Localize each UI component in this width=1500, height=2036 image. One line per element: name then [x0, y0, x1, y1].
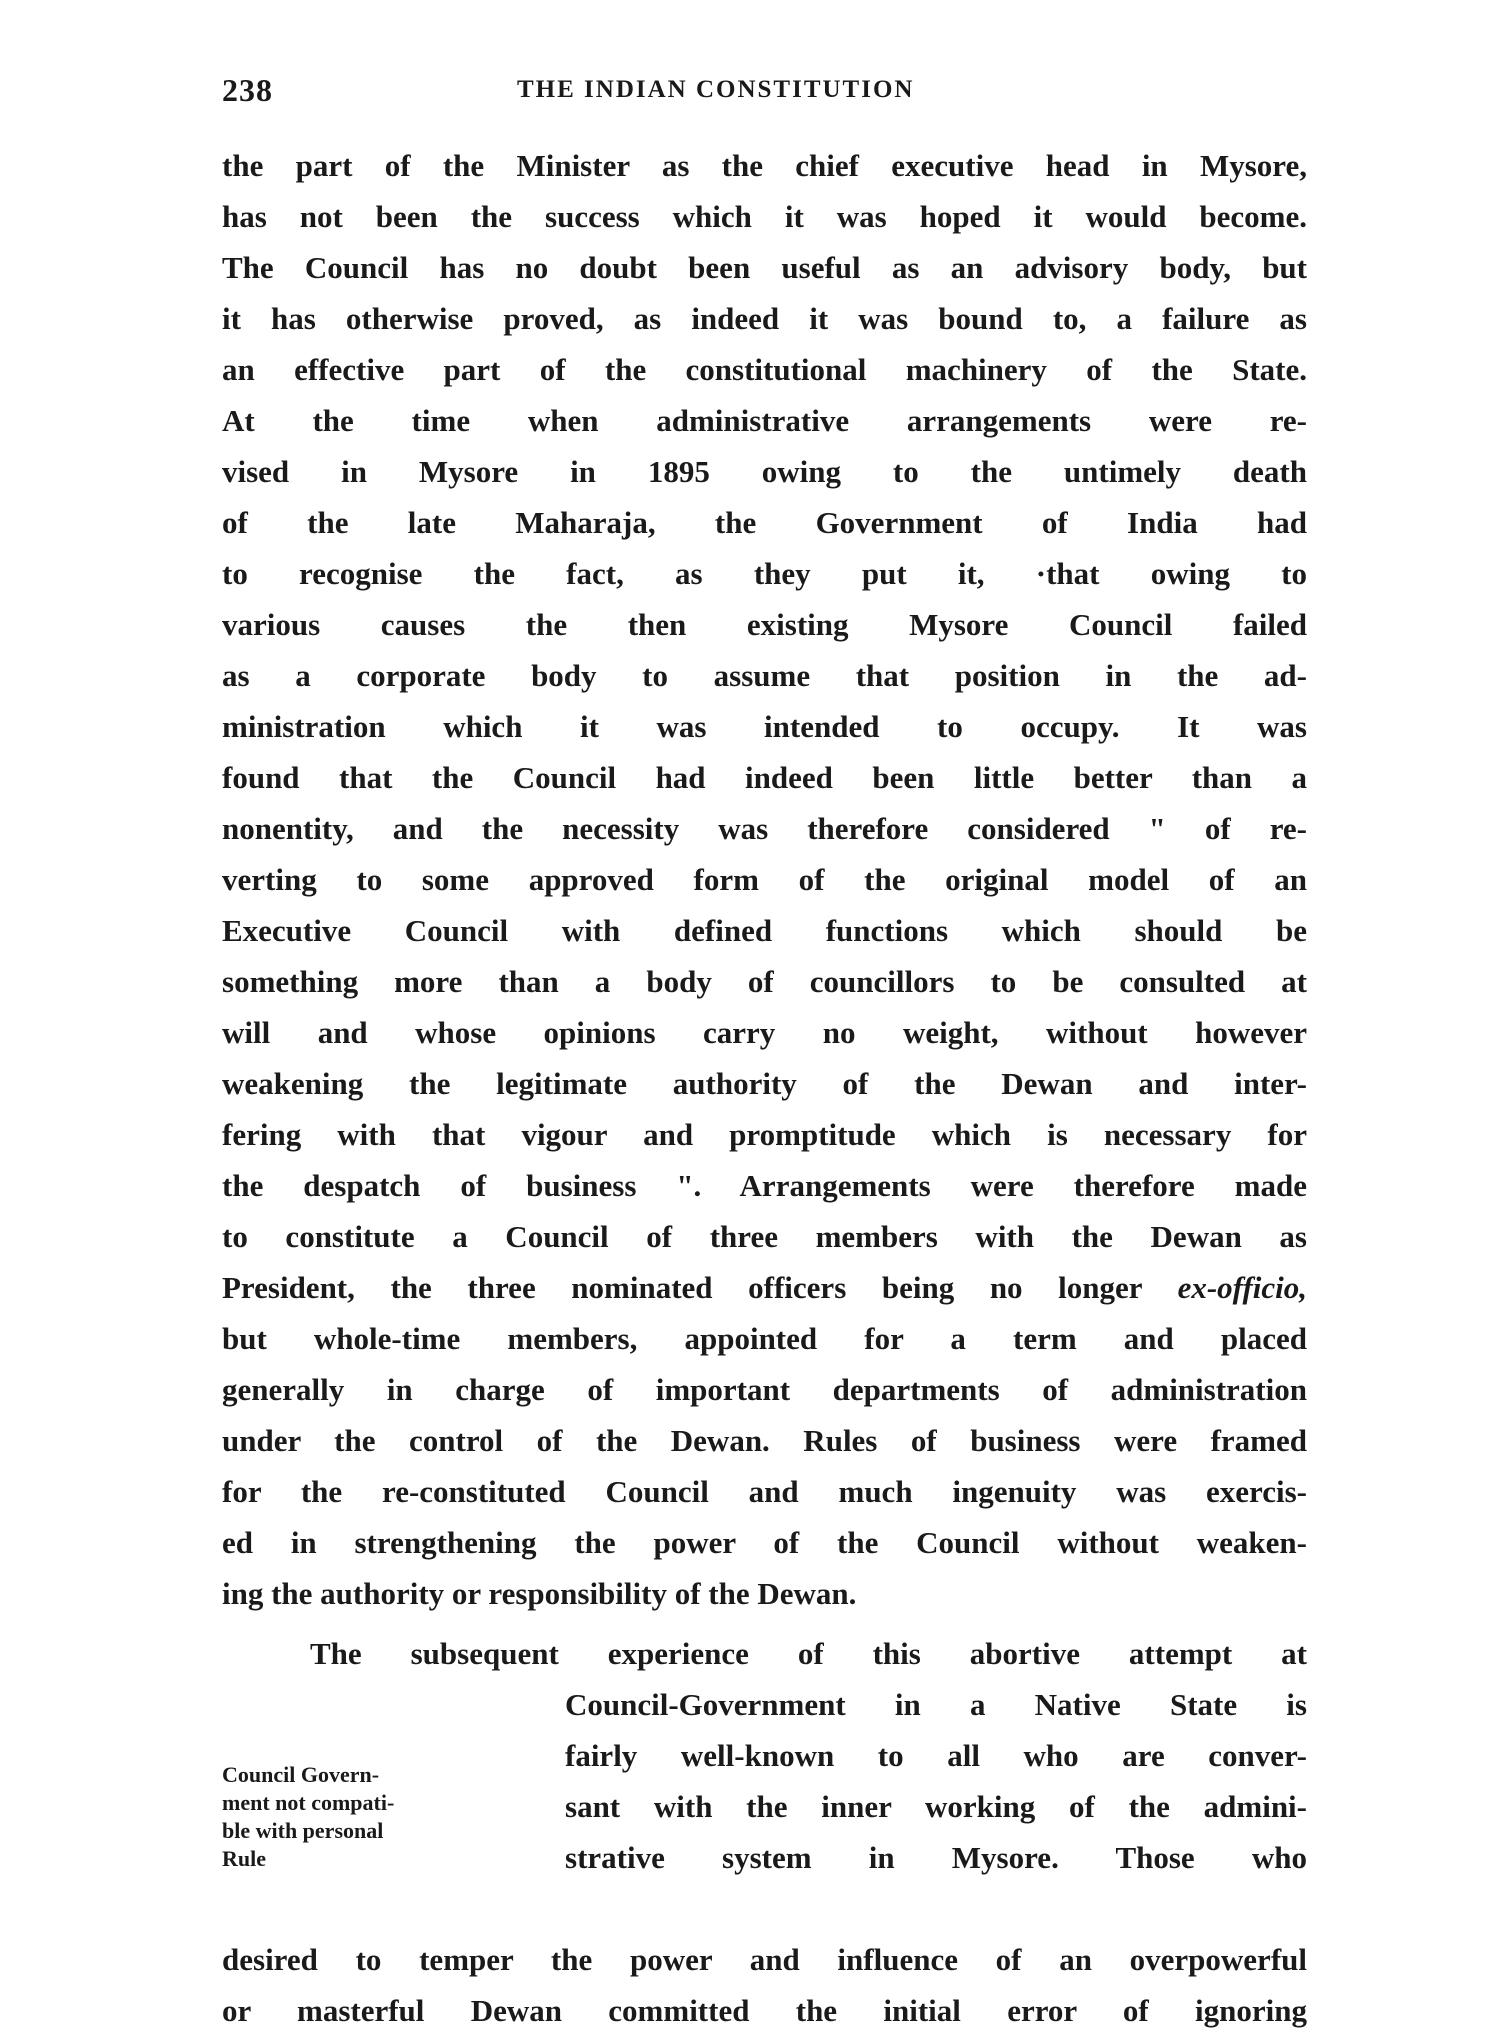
narrow-column-text — [565, 1679, 1307, 1883]
margin-note-line: ble with personal — [222, 1818, 384, 1843]
text-line: it has otherwise proved, as indeed it was bound to, a failure as — [222, 301, 1307, 336]
running-title: THE INDIAN CONSTITUTION — [517, 76, 915, 103]
text-line: for the re-constituted Council and much ingenuity was exercis- — [222, 1474, 1307, 1509]
text-line: sant with the inner working of the admini- — [565, 1789, 1307, 1824]
text-line-president — [222, 1262, 1307, 1313]
text-line: At the time when administrative arrangements were re- — [222, 403, 1307, 438]
text-line: fairly well-known to all who are conver- — [565, 1738, 1307, 1773]
paragraph-2 — [222, 1628, 1307, 2036]
text-line: ing the authority or responsibility of the Dewan. — [222, 1576, 857, 1611]
text-line: but whole-time members, appointed for a term and placed — [222, 1321, 1307, 1356]
page-header — [222, 72, 1307, 112]
margin-note — [222, 1761, 522, 1873]
text-run: President, the three nominated officers being no longer — [222, 1270, 1142, 1305]
margin-note-line: ment not compati- — [222, 1790, 395, 1815]
text-line: of the late Maharaja, the Government of India had — [222, 505, 1307, 540]
text-line: as a corporate body to assume that position in the ad- — [222, 658, 1307, 693]
text-line: has not been the success which it was hoped it would become. — [222, 199, 1307, 234]
text-line: will and whose opinions carry no weight, without however — [222, 1015, 1307, 1050]
text-line: to constitute a Council of three members with the Dewan as — [222, 1219, 1307, 1254]
text-line: the part of the Minister as the chief executive head in Mysore, — [222, 148, 1307, 183]
margin-note-line: Council Govern- — [222, 1762, 380, 1787]
text-line: fering with that vigour and promptitude which is necessary for — [222, 1117, 1307, 1152]
text-line: verting to some approved form of the original model of an — [222, 862, 1307, 897]
text-line: found that the Council had indeed been little better than a — [222, 760, 1307, 795]
text-line: desired to temper the power and influence of an overpowerful — [222, 1942, 1307, 1977]
text-line: ministration which it was intended to occupy. It was — [222, 709, 1307, 744]
text-line: various causes the then existing Mysore Council failed — [222, 607, 1307, 642]
text-line: ed in strengthening the power of the Council without weaken- — [222, 1525, 1307, 1560]
text-line: under the control of the Dewan. Rules of business were framed — [222, 1423, 1307, 1458]
text-line: generally in charge of important departments of administration — [222, 1372, 1307, 1407]
page-number: 238 — [222, 72, 273, 108]
margin-note-line: Rule — [222, 1846, 266, 1871]
text-line: or masterful Dewan committed the initial error of ignoring — [222, 1993, 1307, 2028]
text-line: to recognise the fact, as they put it, ·that owing to — [222, 556, 1307, 591]
paragraph-2-continued — [222, 1934, 1307, 2036]
text-line: an effective part of the constitutional machinery of the State. — [222, 352, 1307, 387]
italic-term: ex-officio, — [1177, 1270, 1307, 1305]
text-line: The Council has no doubt been useful as an advisory body, but — [222, 250, 1307, 285]
marginal-note-block — [222, 1679, 1307, 1934]
text-line: nonentity, and the necessity was therefore considered " of re- — [222, 811, 1307, 846]
text-line: something more than a body of councillors to be consulted at — [222, 964, 1307, 999]
text-line: Council-Government in a Native State is — [565, 1687, 1307, 1722]
text-line: weakening the legitimate authority of the Dewan and inter- — [222, 1066, 1307, 1101]
paragraph-1 — [222, 140, 1307, 1619]
text-line: The subsequent experience of this abortive attempt at — [310, 1636, 1307, 1671]
text-line: the despatch of business ". Arrangements were therefore made — [222, 1168, 1307, 1203]
text-line: strative system in Mysore. Those who — [565, 1840, 1307, 1875]
text-line: Executive Council with defined functions which should be — [222, 913, 1307, 948]
text-line: vised in Mysore in 1895 owing to the untimely death — [222, 454, 1307, 489]
